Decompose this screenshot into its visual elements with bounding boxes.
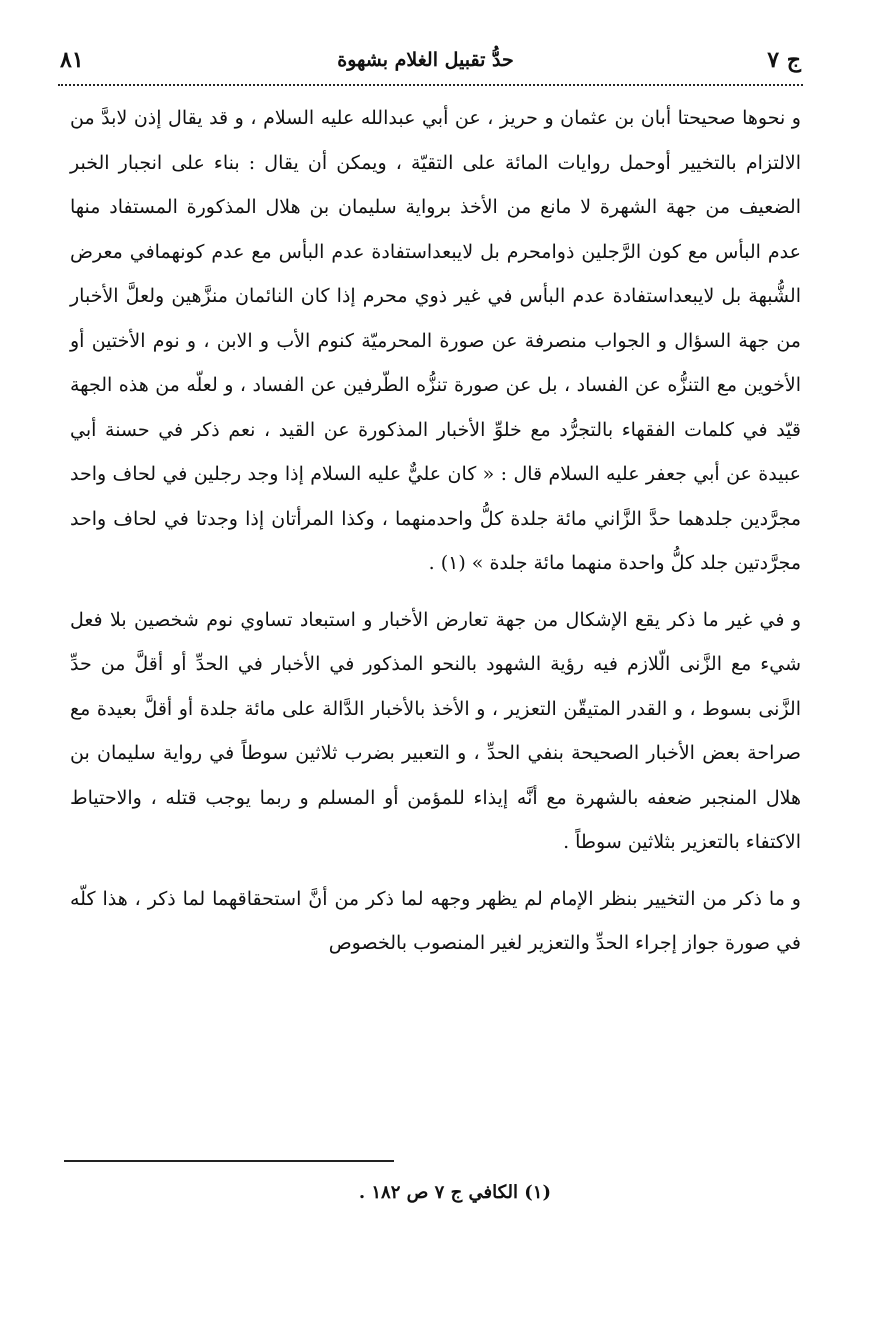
footnote-divider [64, 1160, 394, 1162]
volume-label: ج ٧ [767, 47, 801, 73]
page-number: ٨١ [60, 47, 84, 73]
footnote: (١) الكافي ج ٧ ص ١٨٢ . [358, 1182, 551, 1203]
paragraph-3: و ما ذكر من التخيير بنظر الإمام لم يظهر وجهه لما ذكر من أنَّ استحقاقهما لما ذكر ، هذا كلّه في صورة جواز إجراء الحدِّ والتعزير لغير المنصوب بالخصوص [70, 887, 801, 954]
paragraph-2: و في غير ما ذكر يقع الإشكال من جهة تعارض الأخبار و استبعاد تساوي نوم شخصين بلا فعل شيء مع الزَّنى الّلازم فيه رؤية الشهود بالنحو المذكور في الأخبار في الحدِّ أو أقلَّ من حدِّ الزَّنى بسوط ، و القدر المتيقّن التعزير ، و الأخذ بالأخبار الدَّالة على مائة جلدة أو أقلَّ بعيدة مع صراحة بعض الأخبار الصحيحة بنفي الحدِّ ، و التعبير بضرب ثلاثين سوطاً في رواية سليمان بن هلال المنجبر ضعفه بالشهرة مع أنَّه إيذاء للمؤمن أو المسلم و ربما يوجب قتله ، والاحتياط الاكتفاء بالتعزير بثلاثين سوطاً . [70, 608, 801, 853]
paragraph-1: و نحوها صحيحتا أبان بن عثمان و حريز ، عن أبي عبدالله عليه السلام ، و قد يقال إذن لابدَّ من الالتزام بالتخيير أوحمل روايات المائة على التقيّة ، ويمكن أن يقال : بناء على انجبار الخبر الضعيف من جهة الشهرة لا مانع من الأخذ برواية سليمان بن هلال المذكورة المستفاد منها عدم البأس مع كون الرَّجلين ذوامحرم بل لايبعداستفادة عدم البأس مع عدم كونهمافي معرض الشُّبهة بل لايبعداستفادة عدم البأس في غير ذوي محرم إذا كان النائمان منزَّهين ولعلَّ الأخبار من جهة السؤال و الجواب منصرفة عن صورة المحرميّة كنوم الأب و الابن ، و نوم الأختين أو الأخوين مع التنزُّه عن الفساد ، بل عن صورة تنزُّه الطّرفين عن الفساد ، و لعلّه من هذه الجهة قيّد في كلمات الفقهاء بالتجرُّد مع خلوِّ الأخبار المذكورة عن القيد ، نعم ذكر في حسنة أبي عبيدة عن أبي جعفر عليه السلام قال : « كان عليٌّ عليه السلام إذا وجد رجلين في لحاف واحد مجرَّدين جلدهما حدَّ الزَّاني مائة جلدة كلُّ واحدمنهما ، وكذا المرأتان إذا وجدتا في لحاف واحد مجرَّدتين جلد كلُّ واحدة منهما مائة جلدة » (١) . [70, 107, 801, 574]
chapter-title: حدُّ تقبيل الغلام بشهوة [337, 49, 514, 71]
running-header [60, 38, 801, 82]
header-divider [58, 84, 803, 86]
main-text [70, 96, 801, 966]
